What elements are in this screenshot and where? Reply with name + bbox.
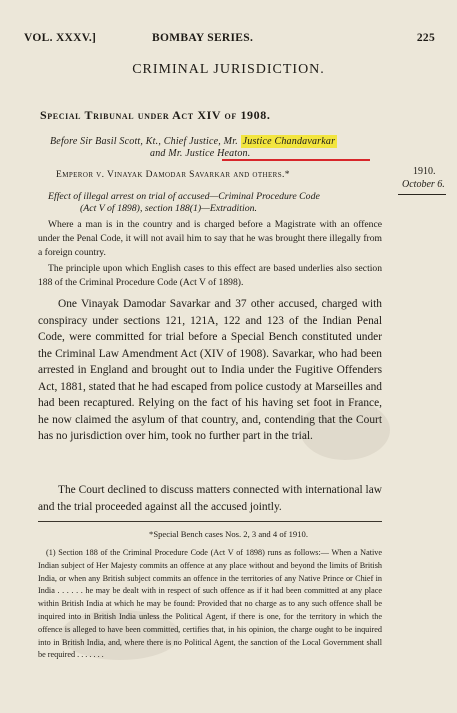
tribunal-title: Special Tribunal under Act XIV of 1908. [40, 108, 271, 122]
catchwords-line-2: (Act V of 1898), section 188(1)—Extradition. [80, 203, 257, 214]
running-header [24, 32, 435, 46]
headnote-paragraph-2: The principle upon which English cases to this effect are based underlies also section 188 of the Criminal Procedure Code (Act V of 1898). [38, 263, 382, 288]
margin-date-year: 1910. [413, 166, 436, 177]
volume-label: VOL. XXXV.] [24, 32, 97, 44]
court-paragraph: The Court declined to discuss matters connected with international law and the trial proceeded against all the accused jointly. [38, 484, 382, 513]
section-title: CRIMINAL JURISDICTION. [132, 62, 325, 77]
case-title: Emperor v. Vinayak Damodar Savarkar and others.* [56, 170, 290, 180]
bench-line-1-prefix: Before Sir Basil Scott, Kt., Chief Justice, Mr. [50, 136, 238, 147]
footnote-section-188: (1) Section 188 of the Criminal Procedure Code (Act V of 1898) runs as follows:— When a Native Indian subject of Her Majesty commits an offence at any place without and beyond the limits of British India, or when any British subject commits an offence in the territories of any Native Prince or Chief in India . . . . . . he may be dealt with in respect of such offence as if it had been committed at any place within British India at which he may be found: Provided that no charge as to any such offence shall be inquired into in British India unless the Political Agent, if there is one, for the territory in which the offence is alleged to have been committed, certifies that, in his opinion, the charge ought to be inquired into in British India, and, where there is no Political Agent, the sanction of the Local Government shall be required . . . . . . . [38, 548, 382, 660]
footnote-divider [38, 521, 382, 522]
page-number: 225 [416, 32, 435, 44]
margin-rule [398, 194, 446, 195]
facts-paragraph: One Vinayak Damodar Savarkar and 37 other accused, charged with conspiracy under sections 121, 121A, 122 and 123 of the Indian Penal Code, were committed for trial before a Special Bench constituted under the Criminal Law Amendment Act (XIV of 1908). Savarkar, who had been arrested in England and brought out to India under the Fugitive Offenders Act, 1881, stated that he had escaped from police custody at Marseilles and had been recaptured. Relying on the fact of his having set foot in France, he now claimed the asylum of that country, and, contending that the Court has no jurisdiction over him, took no further part in the trial. [38, 298, 382, 442]
margin-date-day: October 6. [402, 179, 445, 190]
red-underline-annotation [222, 159, 370, 161]
bench-line-1 [50, 136, 337, 147]
highlighted-judge-name: Justice Chandavarkar [242, 136, 336, 147]
bench-line-2: and Mr. Justice Heaton. [150, 148, 251, 159]
series-label: BOMBAY SERIES. [152, 32, 254, 44]
catchwords-line-1: Effect of illegal arrest on trial of accused—Criminal Procedure Code [48, 191, 320, 202]
headnote-paragraph-1: Where a man is in the country and is charged before a Magistrate with an offence under the Penal Code, it will not avail him to say that he was brought there illegally from a foreign country. [38, 219, 382, 258]
footnote-star: *Special Bench cases Nos. 2, 3 and 4 of 1910. [149, 529, 308, 539]
